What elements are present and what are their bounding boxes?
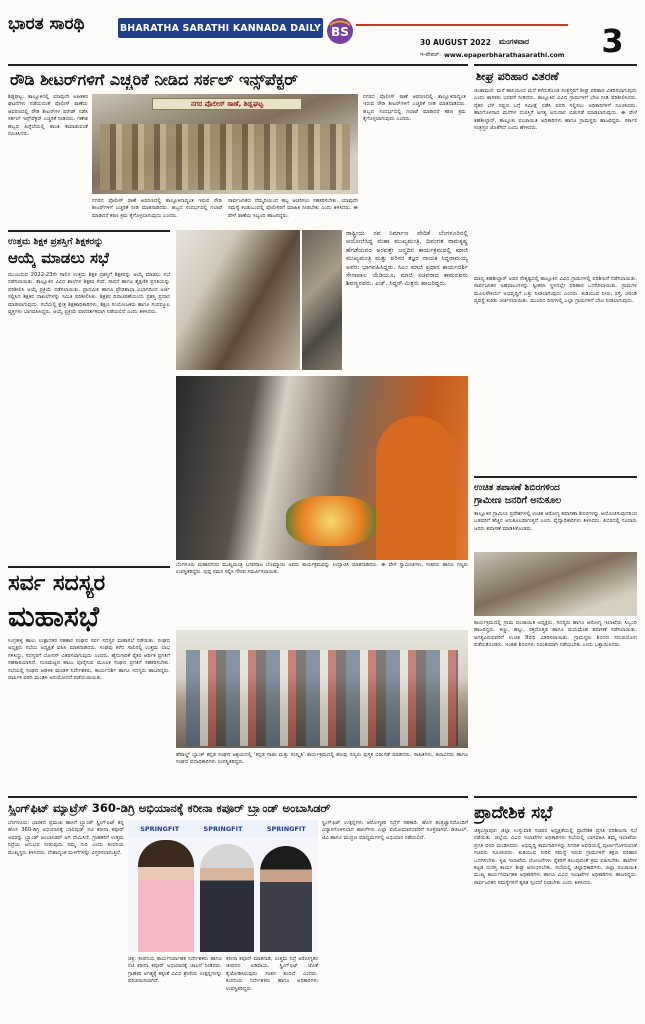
story-regional: [474, 796, 637, 1020]
health-body: ತಾಲ್ಲೂಕಿನ ಗ್ರಾಮೀಣ ಪ್ರದೇಶಗಳಲ್ಲಿ ಉಚಿತ ಆರೋಗ್ಯ ತಪಾಸಣಾ ಶಿಬಿರಗಳನ್ನು ಆಯೋಜಿಸುವುದರಿಂದ ಬಡವರಿಗೆ ಹೆಚ್ಚಿನ ಅನುಕೂಲವಾಗುತ್ತದೆ ಎಂದು ವೈದ್ಯಾಧಿಕಾರಿಗಳು ತಿಳಿಸಿದರು. ಶಿಬಿರದಲ್ಲಿ ನೂರಾರು ಜನರು ತಪಾಸಣೆ ಮಾಡಿಸಿಕೊಂಡರು.: [474, 511, 637, 532]
photo-hegde-tribute: [176, 230, 300, 370]
right-col-body-1: ಮಾನ್ಯ ತಹಶೀಲ್ದಾರ್ ಅವರ ನೇತೃತ್ವದಲ್ಲಿ ತಾಲ್ಲೂಕಿನ ವಿವಿಧ ಗ್ರಾಮಗಳಲ್ಲಿ ಪರಿಶೀಲನೆ ನಡೆಸಲಾಯಿತು. ಸಾರ್ವಜನಿಕರ ಅಹವಾಲುಗಳನ್ನು ಸ್ವೀಕರಿಸಿ ಸ್ಥಳದಲ್ಲೇ ಪರಿಹಾರ ಒದಗಿಸಲಾಯಿತು. ಗ್ರಾಮಗಳ ಮೂಲಸೌಕರ್ಯ ಅಭಿವೃದ್ಧಿಗೆ ಒತ್ತು ನೀಡಲಾಗುವುದು ಎಂದರು. ಕುಡಿಯುವ ನೀರು, ರಸ್ತೆ, ಚರಂಡಿ ವ್ಯವಸ್ಥೆ ಕುರಿತು ಚರ್ಚಿಸಲಾಯಿತು. ಮುಂದಿನ ದಿನಗಳಲ್ಲಿ ಎಲ್ಲಾ ಗ್ರಾಮಗಳಿಗೆ ಭೇಟಿ ನೀಡಲಾಗುವುದು.: [474, 276, 637, 305]
teachers-body: ಮುಂಬರುವ 2022-23ನೇ ಸಾಲಿನ ಉತ್ತಮ ಶಿಕ್ಷಕ ಪ್ರಶಸ್ತಿಗೆ ಶಿಕ್ಷಕರನ್ನು ಆಯ್ಕೆ ಮಾಡಲು ಸಭೆ ನಡೆಸಲಾಯಿತು. ತಾಲ್ಲೂಕಿನ ವಿವಿಧ ಶಾಲೆಗಳ ಶಿಕ್ಷಕರ ಸೇವೆ, ಸಾಧನೆ ಹಾಗೂ ಶೈಕ್ಷಣಿಕ ಪ್ರಗತಿಯನ್ನು ಪರಿಶೀಲಿಸಿ ಆಯ್ಕೆ ಪ್ರಕ್ರಿಯೆ ನಡೆಸಲಾಯಿತು. ಪ್ರಾಥಮಿಕ ಹಾಗೂ ಪ್ರೌಢಶಾಲಾ ವಿಭಾಗದಿಂದ ಅರ್ಜಿ ಸಲ್ಲಿಸಿದ ಶಿಕ್ಷಕರ ದಾಖಲೆಗಳನ್ನು ಸಮಿತಿ ಪರಿಶೀಲಿಸಿತು. ಶಿಕ್ಷಕರ ದಿನಾಚರಣೆಯಂದು ಪ್ರಶಸ್ತಿ ಪ್ರದಾನ ಮಾಡಲಾಗುವುದು. ಸಭೆಯಲ್ಲಿ ಕ್ಷೇತ್ರ ಶಿಕ್ಷಣಾಧಿಕಾರಿಗಳು, ಶಿಕ್ಷಣ ಸಂಯೋಜಕರು ಹಾಗೂ ಸಂಪನ್ಮೂಲ ವ್ಯಕ್ತಿಗಳು ಭಾಗವಹಿಸಿದ್ದರು. ಆಯ್ಕೆ ಪ್ರಕ್ರಿಯೆ ಪಾರದರ್ಶಕವಾಗಿ ನಡೆಯಲಿದೆ ಎಂದು ತಿಳಿಸಿದರು.: [8, 272, 170, 316]
headline-relief: ಶೀಘ್ರ ಪರಿಹಾರ ವಿತರಣೆ: [476, 70, 559, 83]
rowdy-body-col4: ನಗರದ ಪೊಲೀಸ್ ಠಾಣೆ ಆವರಣದಲ್ಲಿ ತಾಲ್ಲೂಕಿನಾದ್ಯಂತ ಇರುವ ರೌಡಿ ಶೀಟರ್‌ಗಳಿಗೆ ಎಚ್ಚರಿಕೆ ನೀಡಿ ಮಾತನಾಡಿದರು. ಹಬ್ಬದ ಸಂದರ್ಭದಲ್ಲಿ ಗಲಾಟೆ ಮಾಡಿದರೆ ಕಠಿಣ ಕ್ರಮ ಕೈಗೊಳ್ಳಲಾಗುವುದು ಎಂದರು.: [363, 94, 466, 123]
springfit-brand-2: SPRINGFIT: [203, 825, 243, 833]
springfit-brand-3: SPRINGFIT: [266, 825, 306, 833]
photo-cm-swamiji: [176, 376, 468, 560]
photo-cm-event-small: [302, 230, 342, 370]
springfit-body-3: ಕರೀನಾ ಕಪೂರ್ ಮಾತನಾಡಿ, ಉತ್ತಮ ನಿದ್ರೆ ಆರೋಗ್ಯಕರ ಜೀವನದ ಅಡಿಪಾಯ. ಸ್ಪ್ರಿಂಗ್‌ಫಿಟ್ ಜೊತೆ ಕೈಜೋಡಿಸಿರುವುದು ಸಂತಸ ತಂದಿದೆ ಎಂದರು. ಕಂಪನಿಯ ನಿರ್ದೇಶಕರು ಹಾಗೂ ಅಧಿಕಾರಿಗಳು ಉಪಸ್ಥಿತರಿದ್ದರು.: [226, 956, 318, 992]
website-line: [420, 50, 590, 60]
springfit-brand-1: SPRINGFIT: [140, 825, 180, 833]
springfit-body-2: ಸ್ಪ್ರಿಂಗ್‌ಫಿಟ್ ಉತ್ಪನ್ನಗಳು ಆರೋಗ್ಯಕರ ನಿದ್ರೆಗೆ ಸಹಕಾರಿ. ಹೊಸ ತಂತ್ರಜ್ಞಾನದೊಂದಿಗೆ ವಿನ್ಯಾಸಗೊಳಿಸಲಾದ ಹಾಸಿಗೆಗಳು ಎಲ್ಲಾ ವಯೋಮಾನದವರಿಗೆ ಸೂಕ್ತವಾಗಿವೆ. ಡಿಜಿಟಲ್, ಟಿವಿ ಹಾಗೂ ಮುದ್ರಣ ಮಾಧ್ಯಮಗಳಲ್ಲಿ ಅಭಿಯಾನ ನಡೆಯಲಿದೆ.: [322, 820, 468, 841]
springfit-photo: [128, 820, 318, 952]
rowdy-body-col2: ನಗರದ ಪೊಲೀಸ್ ಠಾಣೆ ಆವರಣದಲ್ಲಿ ತಾಲ್ಲೂಕಿನಾದ್ಯಂತ ಇರುವ ರೌಡಿ ಶೀಟರ್‌ಗಳಿಗೆ ಎಚ್ಚರಿಕೆ ನೀಡಿ ಮಾತನಾಡಿದರು. ಹಬ್ಬದ ಸಂದರ್ಭದಲ್ಲಿ ಗಲಾಟೆ ಮಾಡಿದರೆ ಕಠಿಣ ಕ್ರಮ ಕೈಗೊಳ್ಳಲಾಗುವುದು ಎಂದರು.: [92, 198, 222, 219]
svg-text:BS: BS: [331, 25, 349, 39]
regional-body: ಚಿಕ್ಕಬಳ್ಳಾಪುರ: ಜಿಲ್ಲಾ ಉಸ್ತುವಾರಿ ಸಚಿವರ ಅಧ್ಯಕ್ಷತೆಯಲ್ಲಿ ಪ್ರಾದೇಶಿಕ ಪ್ರಗತಿ ಪರಿಶೀಲನಾ ಸಭೆ ನಡೆಯಿತು. ಜಿಲ್ಲೆಯ ವಿವಿಧ ಇಲಾಖೆಗಳ ಅಧಿಕಾರಿಗಳು ಸಭೆಯಲ್ಲಿ ಭಾಗವಹಿಸಿ ತಮ್ಮ ಇಲಾಖೆಯ ಪ್ರಗತಿ ವರದಿ ಮಂಡಿಸಿದರು. ಅಭಿವೃದ್ಧಿ ಕಾಮಗಾರಿಗಳನ್ನು ನಿಗದಿತ ಅವಧಿಯಲ್ಲಿ ಪೂರ್ಣಗೊಳಿಸುವಂತೆ ಸಚಿವರು ಸೂಚಿಸಿದರು. ಕುಡಿಯುವ ನೀರಿನ ಸಮಸ್ಯೆ ಇರುವ ಗ್ರಾಮಗಳಿಗೆ ತಕ್ಷಣ ಪರಿಹಾರ ಒದಗಿಸಬೇಕು. ಕೃಷಿ ಇಲಾಖೆಯ ಯೋಜನೆಗಳು ರೈತರಿಗೆ ತಲುಪುವಂತೆ ಕ್ರಮ ವಹಿಸಬೇಕು. ಶಾಲೆಗಳ ಕಟ್ಟಡ ದುರಸ್ತಿ ಕಾರ್ಯ ಶೀಘ್ರ ಆರಂಭಿಸಬೇಕು. ಸಭೆಯಲ್ಲಿ ಜಿಲ್ಲಾಧಿಕಾರಿಗಳು, ಜಿಲ್ಲಾ ಪಂಚಾಯಿತಿ ಮುಖ್ಯ ಕಾರ್ಯನಿರ್ವಾಹಕ ಅಧಿಕಾರಿಗಳು ಹಾಗೂ ವಿವಿಧ ಇಲಾಖೆಗಳ ಅಧಿಕಾರಿಗಳು ಹಾಜರಿದ್ದರು. ಸಾರ್ವಜನಿಕರ ಸಮಸ್ಯೆಗಳಿಗೆ ತ್ವರಿತ ಸ್ಪಂದನೆ ನೀಡಬೇಕು ಎಂದು ತಿಳಿಸಿದರು.: [474, 828, 637, 886]
story-relief: [474, 64, 637, 274]
title-banner-text: BHARATHA SARATHI KANNADA DAILY: [119, 22, 322, 34]
general-body-text: ಸಿಂಗ್ರಹಳ್ಳಿ ಹಾಲು ಉತ್ಪಾದಕರ ಸಹಕಾರ ಸಂಘದ ಸರ್ವ ಸದಸ್ಯರ ಮಹಾಸಭೆ ನಡೆಯಿತು. ಸಂಘದ ಅಧ್ಯಕ್ಷರು ಸಭೆಯ ಅಧ್ಯಕ್ಷತೆ ವಹಿಸಿ ಮಾತನಾಡಿದರು. ಸಂಘವು ಕಳೆದ ಸಾಲಿನಲ್ಲಿ ಉತ್ತಮ ಲಾಭ ಗಳಿಸಿದ್ದು, ಸದಸ್ಯರಿಗೆ ಬೋನಸ್ ವಿತರಿಸಲಾಗುವುದು ಎಂದರು. ಹೈನುಗಾರಿಕೆ ರೈತರ ಆರ್ಥಿಕ ಪ್ರಗತಿಗೆ ಸಹಕಾರಿಯಾಗಿದೆ. ಗುಣಮಟ್ಟದ ಹಾಲು ಪೂರೈಸುವ ಮೂಲಕ ಸಂಘದ ಪ್ರಗತಿಗೆ ಸಹಕರಿಸಬೇಕು. ಸಭೆಯಲ್ಲಿ ಸಂಘದ ಆಡಳಿತ ಮಂಡಳಿ ನಿರ್ದೇಶಕರು, ಕಾರ್ಯದರ್ಶಿ ಹಾಗೂ ಸದಸ್ಯರು ಹಾಜರಿದ್ದರು. ವಾರ್ಷಿಕ ವರದಿ ಮಂಡಿಸಿ ಅನುಮೋದನೆ ಪಡೆಯಲಾಯಿತು.: [8, 638, 170, 682]
masthead: [0, 0, 645, 62]
rowdy-body-col1: ಶಿಡ್ಲಘಟ್ಟ: ತಾಲ್ಲೂಕಿನಲ್ಲಿ ಯಾವುದೇ ಅಹಿತಕರ ಘಟನೆಗಳು ನಡೆಯದಂತೆ ಪೊಲೀಸ್ ಠಾಣೆಯ ಆವರಣದಲ್ಲಿ ರೌಡಿ ಶೀಟರ್‌ಗಳ ಪರೇಡ್ ನಡೆಸಿ ಸರ್ಕಲ್ ಇನ್ಸ್‌ಪೆಕ್ಟರ್ ಎಚ್ಚರಿಕೆ ನೀಡಿದರು. ಗಣೇಶ ಹಬ್ಬದ ಹಿನ್ನೆಲೆಯಲ್ಲಿ ಶಾಂತಿ ಕಾಪಾಡುವಂತೆ ಸೂಚಿಸಿದರು.: [8, 94, 88, 138]
headline-teachers-1: ಉತ್ತಮ ಶಿಕ್ಷಕ ಪ್ರಶಸ್ತಿಗೆ ಶಿಕ್ಷಕರನ್ನು: [8, 237, 104, 247]
police-station-sign: ನಗರ ಪೊಲೀಸ್ ಠಾಣೆ, ಶಿಡ್ಲಘಟ್ಟ: [152, 98, 302, 110]
relief-body: ಚಿಂತಾಮಣಿ: ಮಳೆ ಹಾನಿಯಿಂದ ಮನೆ ಕಳೆದುಕೊಂಡ ಸಂತ್ರಸ್ತರಿಗೆ ಶೀಘ್ರ ಪರಿಹಾರ ವಿತರಿಸಲಾಗುವುದು ಎಂದು ಶಾಸಕರು ಭರವಸೆ ನೀಡಿದರು. ತಾಲ್ಲೂಕಿನ ವಿವಿಧ ಗ್ರಾಮಗಳಿಗೆ ಭೇಟಿ ನೀಡಿ ಪರಿಶೀಲಿಸಿದರು. ರೈತರ ಬೆಳೆ ನಷ್ಟದ ಬಗ್ಗೆ ಸಮೀಕ್ಷೆ ನಡೆಸಿ ವರದಿ ಸಲ್ಲಿಸಲು ಅಧಿಕಾರಿಗಳಿಗೆ ಸೂಚಿಸಿದರು. ಹಾನಿಗೊಳಗಾದ ಮನೆಗಳ ದುರಸ್ತಿಗೆ ಅಗತ್ಯ ಅನುದಾನ ಬಿಡುಗಡೆ ಮಾಡಲಾಗುವುದು. ಈ ವೇಳೆ ತಹಶೀಲ್ದಾರ್, ತಾಲ್ಲೂಕು ಪಂಚಾಯಿತಿ ಅಧಿಕಾರಿಗಳು ಹಾಗೂ ಗ್ರಾಮಸ್ಥರು ಹಾಜರಿದ್ದರು. ಸರ್ಕಾರ ಸಂತ್ರಸ್ತರ ಜೊತೆಗಿದೆ ಎಂದು ಹೇಳಿದರು.: [474, 88, 637, 132]
photo-health-camp: [474, 552, 637, 616]
rowdy-photo: [92, 94, 358, 194]
people-row: [186, 650, 458, 746]
headline-teachers-2: ಆಯ್ಕೆ ಮಾಡಲು ಸಭೆ: [8, 249, 109, 267]
headline-general-body-2: ಮಹಾಸಭೆ: [8, 600, 100, 633]
story-health-camp: [474, 476, 637, 812]
swamiji-robe: [376, 416, 456, 560]
title-banner: [118, 18, 323, 38]
story-rowdy-sheeters: [8, 64, 468, 226]
logo-text: ಭಾರತ ಸಾರಥಿ: [8, 14, 85, 34]
springfit-caption: ಚಿತ್ರ: ಕಂಪನಿಯ ಕಾರ್ಯನಿರ್ವಾಹಕ ನಿರ್ದೇಶಕರು ಹಾಗೂ ನಟಿ ಕರೀನಾ ಕಪೂರ್ ಅಭಿಯಾನಕ್ಕೆ ಚಾಲನೆ ನೀಡಿದರು. ಗ್ರಾಹಕರ ಅಗತ್ಯಕ್ಕೆ ತಕ್ಕಂತೆ ವಿವಿಧ ಶ್ರೇಣಿಯ ಉತ್ಪನ್ನಗಳನ್ನು ಪರಿಚಯಿಸಲಾಗಿದೆ.: [128, 956, 222, 985]
headline-rowdy: ರೌಡಿ ಶೀಟರ್‌ಗಳಿಗೆ ಎಚ್ಚರಿಕೆ ನೀಡಿದ ಸರ್ಕಲ್ ಇನ್ಸ್‌ಪೆಕ್ಟರ್: [10, 70, 298, 89]
person-executive: [200, 844, 254, 952]
photo-book-release: [176, 630, 468, 748]
headline-springfit: ಸ್ಪ್ರಿಂಗ್‌ಫಿಟ್ ಮ್ಯಾಟ್ರೆಸ್ 360-ಡಿಗ್ರಿ ಅಭಿಯಾನಕ್ಕೆ ಕರೀನಾ ಕಪೂರ್ ಬ್ರ್ಯಾಂಡ್ ಅಂಬಾಸಿಡರ್: [8, 801, 331, 815]
headline-regional: ಪ್ರಾದೇಶಿಕ ಸಭೆ: [474, 803, 553, 823]
masthead-logo: [8, 14, 120, 38]
springfit-body-1: ಬೆಂಗಳೂರು: ಭಾರತದ ಪ್ರಮುಖ ಹಾಸಿಗೆ ಬ್ರ್ಯಾಂಡ್ ಸ್ಪ್ರಿಂಗ್‌ಫಿಟ್ ತನ್ನ ಹೊಸ 360-ಡಿಗ್ರಿ ಅಭಿಯಾನಕ್ಕೆ ಬಾಲಿವುಡ್ ನಟಿ ಕರೀನಾ ಕಪೂರ್ ಅವರನ್ನು ಬ್ರ್ಯಾಂಡ್ ಅಂಬಾಸಿಡರ್ ಆಗಿ ನೇಮಿಸಿದೆ. ಗ್ರಾಹಕರಿಗೆ ಉತ್ತಮ ನಿದ್ರೆಯ ಅನುಭವ ನೀಡುವುದು ನಮ್ಮ ಗುರಿ ಎಂದು ಕಂಪನಿಯ ಮುಖ್ಯಸ್ಥರು ತಿಳಿಸಿದರು. ದೇಶಾದ್ಯಂತ ಮಳಿಗೆಗಳನ್ನು ವಿಸ್ತರಿಸಲಾಗುತ್ತಿದೆ.: [8, 820, 124, 856]
person-kareena: [138, 840, 194, 952]
page-number: 3: [601, 22, 624, 60]
book-release-caption: ಹೆರಾಲ್ಡ್ ಬ್ಯಾಂಕ್ ಕನ್ನಡ ಸಂಘದ ಆಶ್ರಯದಲ್ಲಿ ‘ಕನ್ನಡ ನಾಡು ಮತ್ತು ಸಂಸ್ಕೃತಿ’ ಕಾರ್ಯಕ್ರಮದಲ್ಲಿ ಹಲವು ಗಣ್ಯರು ಪುಸ್ತಕ ಬಿಡುಗಡೆ ಮಾಡಿದರು. ಸಾಹಿತಿಗಳು, ಕಲಾವಿದರು ಹಾಗೂ ಸಂಘದ ಪದಾಧಿಕಾರಿಗಳು ಉಪಸ್ಥಿತರಿದ್ದರು.: [176, 752, 468, 766]
rowdy-body-col3: ಸಾರ್ವಜನಿಕರು ನೆಮ್ಮದಿಯಿಂದ ಹಬ್ಬ ಆಚರಿಸಲು ಸಹಕರಿಸಬೇಕು. ಯಾವುದೇ ಸಮಸ್ಯೆ ಕಂಡುಬಂದಲ್ಲಿ ಪೊಲೀಸರಿಗೆ ಮಾಹಿತಿ ನೀಡಬೇಕು ಎಂದು ತಿಳಿಸಿದರು. ಈ ವೇಳೆ ಠಾಣೆಯ ಸಿಬ್ಬಂದಿ ಹಾಜರಿದ್ದರು.: [228, 198, 358, 219]
story-teachers: [8, 230, 170, 560]
officers-row: [100, 124, 350, 190]
headline-health-2: ಗ್ರಾಮೀಣ ಜನರಿಗೆ ಅನುಕೂಲ: [474, 495, 562, 506]
springfit-backdrop: [128, 820, 318, 838]
issue-weekday: ಮಂಗಳವಾರ: [498, 37, 529, 46]
story-general-body: [8, 566, 170, 792]
website-link[interactable]: www.epaperbharathasarathi.com: [443, 51, 565, 59]
bengaluru-body: ರಾಷ್ಟ್ರೀಯ ನವ ನಿರ್ಮಾಣ ವೇದಿಕೆ ಬೆಂಗಳೂರಿನಲ್ಲಿ ಆಯೋಜಿಸಿದ್ದ ಮಹಾ ಮುಖ್ಯಮಂತ್ರಿ, ದಿವಂಗತ ರಾಮಕೃಷ್ಣ ಹೆಗಡೆಯವರ ಅರವತ್ತೇ ಜನ್ಮದಿನ ಕಾರ್ಯಕ್ರಮದಲ್ಲಿ ಮಾಜಿ ಮುಖ್ಯಮಂತ್ರಿ ಮತ್ತು ಪರಿಸರ ತಜ್ಞರ ನಾಯಕ ಸಿದ್ದರಾಮಯ್ಯ ಅವರು ಭಾಗವಹಿಸಿದ್ದರು. ಸಿಎಂ ಮಾಜಿ ಪ್ರಧಾನ ಕಾರ್ಯದರ್ಶಿ ಸೇನಾಪಾಲ ಯೆಡಿಯೂ, ಮಾಜಿ ಸಚಿವರಾದ ಕಾಮದವರು ಶಿವಣ್ಣನವರು, ಎಚ್. ಸಿದ್ಧರ್ ಮಿತ್ರರು ಹಾಜರಿದ್ದರು.: [346, 230, 468, 288]
person-director: [260, 846, 312, 952]
health-body-2: ಕಾರ್ಯಕ್ರಮದಲ್ಲಿ ಗ್ರಾಮ ಪಂಚಾಯಿತಿ ಅಧ್ಯಕ್ಷರು, ಸದಸ್ಯರು ಹಾಗೂ ಆರೋಗ್ಯ ಇಲಾಖೆಯ ಸಿಬ್ಬಂದಿ ಹಾಜರಿದ್ದರು. ಕಣ್ಣು, ಹಲ್ಲು, ರಕ್ತದೊತ್ತಡ ಹಾಗೂ ಮಧುಮೇಹ ತಪಾಸಣೆ ನಡೆಸಲಾಯಿತು. ಅಗತ್ಯವಿರುವವರಿಗೆ ಉಚಿತ ಔಷಧಿ ವಿತರಿಸಲಾಯಿತು. ಗ್ರಾಮಸ್ಥರು ಶಿಬಿರದ ಸದುಪಯೋಗ ಪಡೆದುಕೊಂಡರು. ಇಂತಹ ಶಿಬಿರಗಳು ನಿರಂತರವಾಗಿ ನಡೆಯಬೇಕು ಎಂದು ಒತ್ತಾಯಿಸಿದರು.: [474, 620, 637, 649]
headline-health-1: ಉಚಿತ ತಪಾಸಣೆ ಶಿಬಿರಗಳಿಂದ: [474, 483, 560, 493]
flower-bouquet: [286, 496, 376, 546]
bengaluru-caption: ಬೆಂಗಳೂರು ಮಹಾನಗರದ ಮುಖ್ಯಮಂತ್ರಿ ಬಸವರಾಜ ಬೊಮ್ಮಾಯಿ ಅವರು ಕಾರ್ಯಕ್ರಮವನ್ನು ಉದ್ಘಾಟಿಸಿ ಮಾತನಾಡಿದರು. ಈ ವೇಳೆ ಸ್ವಾಮೀಜಿಗಳು, ಸಚಿವರು ಹಾಗೂ ಗಣ್ಯರು ಉಪಸ್ಥಿತರಿದ್ದರು. ಪುಷ್ಪ ನಮನ ಸಲ್ಲಿಸಿ ಗೌರವ ಸಮರ್ಪಿಸಲಾಯಿತು.: [176, 562, 468, 575]
story-springfit: [8, 796, 468, 1020]
issue-date: 30 AUGUST 2022: [420, 37, 491, 47]
website-label: ಇ-ಪೇಪರ್:: [420, 51, 441, 58]
masthead-red-rule: [356, 24, 568, 26]
masthead-date-line: [420, 36, 570, 48]
headline-general-body-1: ಸರ್ವ ಸದಸ್ಯರ: [8, 571, 106, 596]
bs-logo-icon: [325, 16, 355, 46]
